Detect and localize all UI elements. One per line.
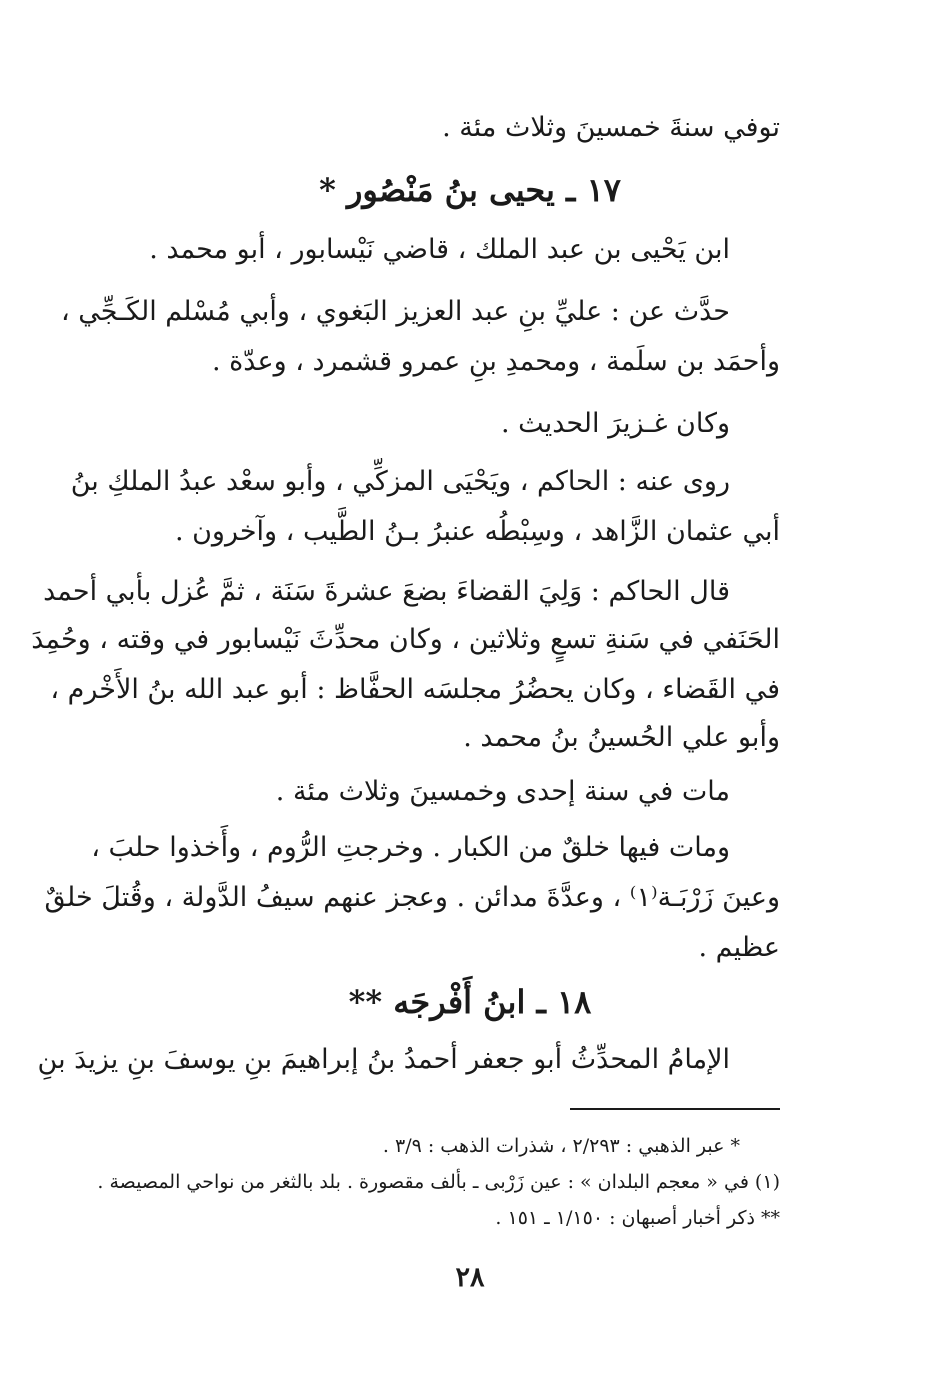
footnote-divider: [570, 1108, 780, 1110]
text-line: وأحمَد بن سلَمة ، ومحمدِ بنِ عمرو قشمرد ، وعدّة .: [212, 346, 780, 377]
footnote: * عبر الذهبي : ٢/٢٩٣ ، شذرات الذهب : ٣/٩ .: [382, 1135, 740, 1157]
entry-heading-17: ١٧ ـ يحيى بنُ مَنْصُور *: [319, 171, 621, 209]
page-number: ٢٨: [455, 1262, 485, 1293]
text-line: ومات فيها خلقٌ من الكبار . وخرجتِ الرُّوم ، وأَخذوا حلبَ ،: [91, 832, 730, 863]
text-line: مات في سنة إحدى وخمسينَ وثلاث مئة .: [275, 776, 730, 807]
text-line: توفي سنةَ خمسينَ وثلاث مئة .: [442, 112, 780, 143]
text-line: وعينَ زَرْبَـة⁽١⁾ ، وعدَّةَ مدائن . وعجز عنهم سيفُ الدَّولة ، وقُتلَ خلقٌ: [44, 882, 780, 913]
text-line: أبي عثمان الزَّاهد ، وسِبْطُه عنبرُ بـنُ الطَّيب ، وآخرون .: [174, 516, 780, 547]
footnote: (١) في « معجم البلدان » : عين زَرْبى ـ بألف مقصورة . بلد بالثغر من نواحي المصيصة .: [97, 1171, 780, 1193]
text-line: في القَضاء ، وكان يحضُرُ مجلسَه الحفَّاظ : أبو عبد الله بنُ الأَخْرم ،: [50, 674, 780, 705]
footnote: ** ذكر أخبار أصبهان : ١/١٥٠ ـ ١٥١ .: [495, 1207, 780, 1229]
text-line: الإمامُ المحدِّثُ أبو جعفر أحمدُ بنُ إبراهيمَ بنِ يوسفَ بنِ يزيدَ بنِ: [37, 1044, 730, 1075]
text-line: عظيم .: [698, 932, 780, 963]
text-line: قال الحاكم : وَلِيَ القضاءَ بضعَ عشرةَ سَنَة ، ثمَّ عُزل بأبي أحمد: [43, 576, 730, 607]
text-line: حدَّث عن : عليِّ بنِ عبد العزيز البَغوي ، وأبي مُسْلم الكَـجِّي ،: [60, 296, 730, 327]
entry-heading-18: ١٨ ـ ابنُ أَفْرجَه **: [348, 983, 592, 1021]
text-line: ابن يَحْيى بن عبد الملك ، قاضي نَيْسابور ، أبو محمد .: [149, 234, 730, 265]
text-line: الحَنَفي في سَنةِ تسعٍ وثلاثين ، وكان محدِّثَ نَيْسابور في وقته ، وحُمِدَ: [31, 624, 780, 655]
text-line: وأبو علي الحُسينُ بنُ محمد .: [463, 722, 780, 753]
text-line: روى عنه : الحاكم ، ويَحْيَى المزكِّي ، وأبو سعْد عبدُ الملكِ بنُ: [70, 466, 730, 497]
text-line: وكان غـزيرَ الحديث .: [501, 408, 730, 439]
